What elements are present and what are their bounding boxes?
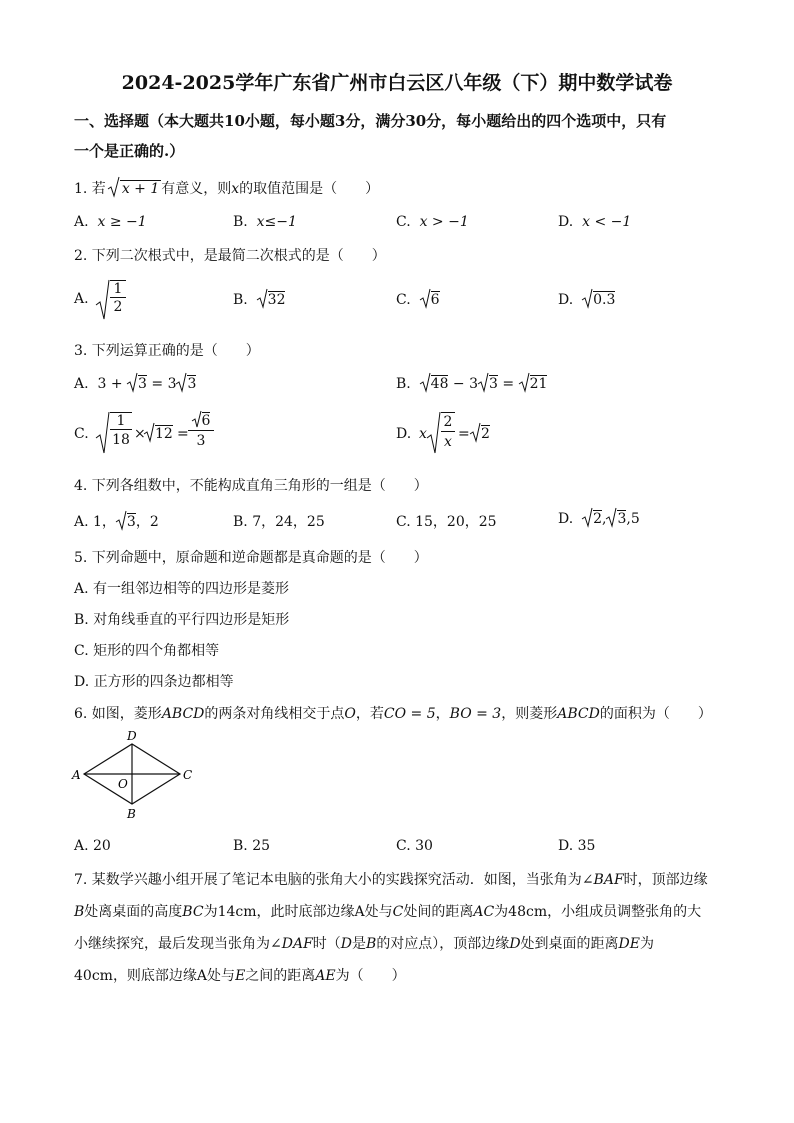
- question-7-line2: [74, 901, 701, 921]
- q1-sqrt: [108, 181, 161, 197]
- radical-sign-icon: [519, 373, 530, 393]
- q1-option-b-label: B.: [233, 214, 248, 230]
- q1-number: 1. 若: [74, 181, 106, 197]
- q3-a-r2: 3: [187, 376, 197, 392]
- q3-option-c-label: C.: [74, 426, 89, 442]
- radical-sign-icon: [257, 289, 268, 309]
- q1-mid: 有意义，则: [161, 181, 232, 197]
- radical-sign-icon: [606, 508, 617, 528]
- q1-radicand: x + 1: [121, 181, 160, 197]
- q3-c-fnum: 1: [110, 413, 132, 430]
- q7-l4a: 40cm: [74, 968, 113, 984]
- q7-l1c: 时，顶部边缘: [623, 872, 708, 888]
- radical-sign-icon: [96, 411, 110, 455]
- label-a: A: [72, 768, 81, 782]
- q2-a-denominator: 2: [113, 299, 123, 315]
- q2-option-a-label: A.: [74, 291, 89, 307]
- q4-d-r2: 3: [617, 511, 627, 527]
- q1-option-a-text: x ≥ −1: [97, 214, 147, 230]
- q7-l2e: 14cm: [217, 904, 257, 920]
- q6-o: O: [344, 706, 356, 722]
- q7-l3j: DE: [618, 936, 640, 952]
- q3-option-c[interactable]: [74, 410, 314, 456]
- q6-option-a[interactable]: A. 20: [74, 838, 111, 854]
- q3-c-rnum: 6: [201, 413, 211, 429]
- q3-d-r: 2: [481, 426, 490, 442]
- q3-option-a[interactable]: [74, 376, 196, 392]
- q7-l2k: 48cm: [508, 904, 548, 920]
- question-2-stem: 2. 下列二次根式中，是最简二次根式的是（ ）: [74, 248, 386, 264]
- question-7-line4: [74, 965, 406, 985]
- radical-sign-icon: [420, 289, 431, 309]
- radical-sign-icon: [420, 373, 431, 393]
- q2-option-c-label: C.: [396, 292, 411, 308]
- question-7-line1: [74, 869, 708, 889]
- label-c: C: [183, 768, 193, 782]
- radical-sign-icon: [192, 411, 202, 429]
- q6-option-b[interactable]: B. 25: [233, 838, 271, 854]
- q3-b-r1: 48: [430, 376, 449, 392]
- q7-l3e: 是: [352, 936, 367, 952]
- q2-option-d-label: D.: [558, 292, 574, 308]
- q2-option-c-text: 6: [430, 292, 440, 308]
- q3-a-pre: 3 +: [97, 376, 128, 392]
- q4-d-r1: 2: [593, 511, 603, 527]
- q1-option-b[interactable]: [233, 214, 297, 230]
- q7-l3a: 小继续探究，最后发现当张角为: [74, 936, 270, 952]
- q3-a-r1: 3: [138, 376, 147, 392]
- q5-option-b[interactable]: B. 对角线垂直的平行四边形是矩形: [74, 612, 290, 628]
- q2-option-d-text: 0.3: [593, 292, 616, 308]
- radical-sign-icon: [96, 279, 110, 321]
- q7-l2f: ，此时底部边缘A处与: [256, 904, 393, 920]
- radical-sign-icon: [470, 423, 481, 443]
- q1-option-a[interactable]: [74, 214, 147, 230]
- section-header-line1: 一、选择题（本大题共10小题，每小题3分，满分30分，每小题给出的四个选项中，只有: [74, 112, 667, 130]
- q6-m2: ，若: [355, 706, 384, 722]
- q1-var: x: [231, 181, 240, 197]
- q3-option-b-label: B.: [396, 376, 411, 392]
- q3-option-d-label: D.: [396, 426, 412, 442]
- q1-option-c-text: x > −1: [419, 214, 469, 230]
- q6-option-c[interactable]: C. 30: [396, 838, 433, 854]
- q4-a-tail: ，2: [135, 514, 159, 530]
- q7-l3g: 的对应点），顶部边缘: [376, 936, 510, 952]
- q7-l3h: D: [509, 936, 521, 952]
- q6-abcd2: ABCD: [557, 706, 600, 722]
- q1-option-d-label: D.: [558, 214, 574, 230]
- q7-l4c: E: [235, 968, 246, 984]
- q2-option-b-text: 32: [267, 292, 286, 308]
- q7-l3k: 为: [640, 936, 654, 952]
- q1-option-a-label: A.: [74, 214, 89, 230]
- q4-option-b[interactable]: B. 7，24，25: [233, 514, 325, 530]
- q4-d-tail: ,5: [626, 511, 640, 527]
- q7-l4b: ，则底部边缘A处与: [112, 968, 236, 984]
- q3-option-d[interactable]: [396, 410, 516, 456]
- q2-a-numerator: 1: [110, 281, 126, 298]
- radical-sign-icon: [582, 289, 593, 309]
- q3-c-eq: =: [177, 426, 189, 442]
- q1-tail: 的取值范围是（ ）: [239, 181, 380, 197]
- q2-option-b[interactable]: [233, 292, 285, 308]
- q4-option-a-label: A. 1，: [74, 514, 116, 530]
- rhombus-figure: [68, 730, 198, 825]
- q6-tail: 的面积为（ ）: [599, 706, 712, 722]
- question-6-stem: [74, 703, 712, 723]
- question-7-line3: [74, 933, 654, 953]
- q3-option-b[interactable]: [396, 376, 547, 392]
- q1-option-d-text: x < −1: [582, 214, 632, 230]
- question-1-stem: [74, 178, 379, 198]
- radical-sign-icon: [116, 511, 127, 531]
- q7-l2d: 为: [203, 904, 218, 920]
- q1-option-c-label: C.: [396, 214, 411, 230]
- radical-sign-icon: [427, 411, 441, 455]
- q7-l2h: 处间的距离: [403, 904, 474, 920]
- q7-l4f: 为（ ）: [335, 968, 406, 984]
- q6-co: CO = 5: [383, 706, 436, 722]
- q7-l4e: AE: [315, 968, 336, 984]
- radical-sign-icon: [582, 508, 593, 528]
- q3-a-eq: = 3: [146, 376, 177, 392]
- q3-b-r3: 21: [529, 376, 548, 392]
- q4-d-sep: ,: [602, 511, 607, 527]
- radical-sign-icon: [127, 373, 138, 393]
- section-header-line2: 一个是正确的.）: [74, 142, 185, 160]
- q3-d-x: x: [419, 426, 427, 442]
- q3-b-r2: 3: [489, 376, 498, 392]
- page-title: 2024-2025学年广东省广州市白云区八年级（下）期中数学试卷: [121, 72, 673, 94]
- q7-l3d: D: [340, 936, 353, 952]
- q4-option-d-label: D.: [558, 511, 574, 527]
- q7-l3f: B: [366, 936, 377, 952]
- q2-option-b-label: B.: [233, 292, 248, 308]
- q4-option-a[interactable]: [74, 511, 159, 531]
- q3-c-times: ×: [134, 426, 146, 442]
- q2-option-c[interactable]: [396, 292, 440, 308]
- q3-d-eq: =: [458, 426, 470, 442]
- q6-m1: 的两条对角线相交于点: [204, 706, 345, 722]
- q7-l2g: C: [392, 904, 404, 920]
- q3-d-fden: x: [444, 434, 452, 450]
- question-3-stem: 3. 下列运算正确的是（ ）: [74, 343, 260, 359]
- q7-l1a: 7. 某数学兴趣小组开展了笔记本电脑的张角大小的实践探究活动．如图，当张角为: [74, 872, 582, 888]
- label-b: B: [127, 807, 136, 821]
- q6-abcd: ABCD: [161, 706, 205, 722]
- q3-c-fden: 18: [112, 432, 130, 448]
- q7-l2b: 处离桌面的高度: [84, 904, 183, 920]
- q7-l4d: 之间的距离: [245, 968, 316, 984]
- q4-a-r: 3: [126, 514, 136, 530]
- radical-sign-icon: [176, 373, 187, 393]
- q1-option-c[interactable]: [396, 214, 469, 230]
- q6-bo: BO = 3: [449, 706, 502, 722]
- q1-option-d[interactable]: [558, 214, 631, 230]
- q7-l2i: AC: [473, 904, 495, 920]
- q6-option-d[interactable]: D. 35: [558, 838, 596, 854]
- q7-l1b: ∠BAF: [581, 872, 624, 888]
- q5-option-c[interactable]: C. 矩形的四个角都相等: [74, 643, 220, 659]
- q1-option-b-text: x≤−1: [256, 214, 297, 230]
- question-4-stem: 4. 下列各组数中，不能构成直角三角形的一组是（ ）: [74, 478, 428, 494]
- q3-b-eq: =: [497, 376, 519, 392]
- q3-c-rden: 3: [196, 433, 206, 449]
- q7-l3b: ∠DAF: [270, 936, 313, 952]
- radical-sign-icon: [478, 373, 489, 393]
- q6-pre: 6. 如图，菱形: [74, 706, 162, 722]
- radical-sign-icon: [144, 423, 155, 443]
- q7-l2c: BC: [182, 904, 204, 920]
- question-5-stem: 5. 下列命题中，原命题和逆命题都是真命题的是（ ）: [74, 550, 428, 566]
- q7-l2j: 为: [494, 904, 509, 920]
- radical-sign-icon: [108, 177, 120, 199]
- q5-option-d[interactable]: D. 正方形的四条边都相等: [74, 674, 234, 690]
- q4-option-d[interactable]: [558, 511, 640, 527]
- q2-option-d[interactable]: [558, 292, 615, 308]
- q7-l2a: B: [74, 904, 85, 920]
- label-o: O: [118, 777, 128, 791]
- q3-b-mid: − 3: [448, 376, 479, 392]
- q6-comma: ，: [435, 706, 450, 722]
- q7-l3c: 时（: [312, 936, 341, 952]
- label-d: D: [127, 729, 137, 743]
- q3-d-fnum: 2: [441, 413, 455, 432]
- q6-m3: ，则菱形: [501, 706, 558, 722]
- q4-option-c[interactable]: C. 15，20，25: [396, 514, 497, 530]
- q3-c-r2: 12: [155, 426, 173, 442]
- q7-l3i: 处到桌面的距离: [520, 936, 619, 952]
- q5-option-a[interactable]: A. 有一组邻边相等的四边形是菱形: [74, 581, 290, 597]
- q7-l2l: ，小组成员调整张角的大: [547, 904, 702, 920]
- q3-option-a-label: A.: [74, 376, 89, 392]
